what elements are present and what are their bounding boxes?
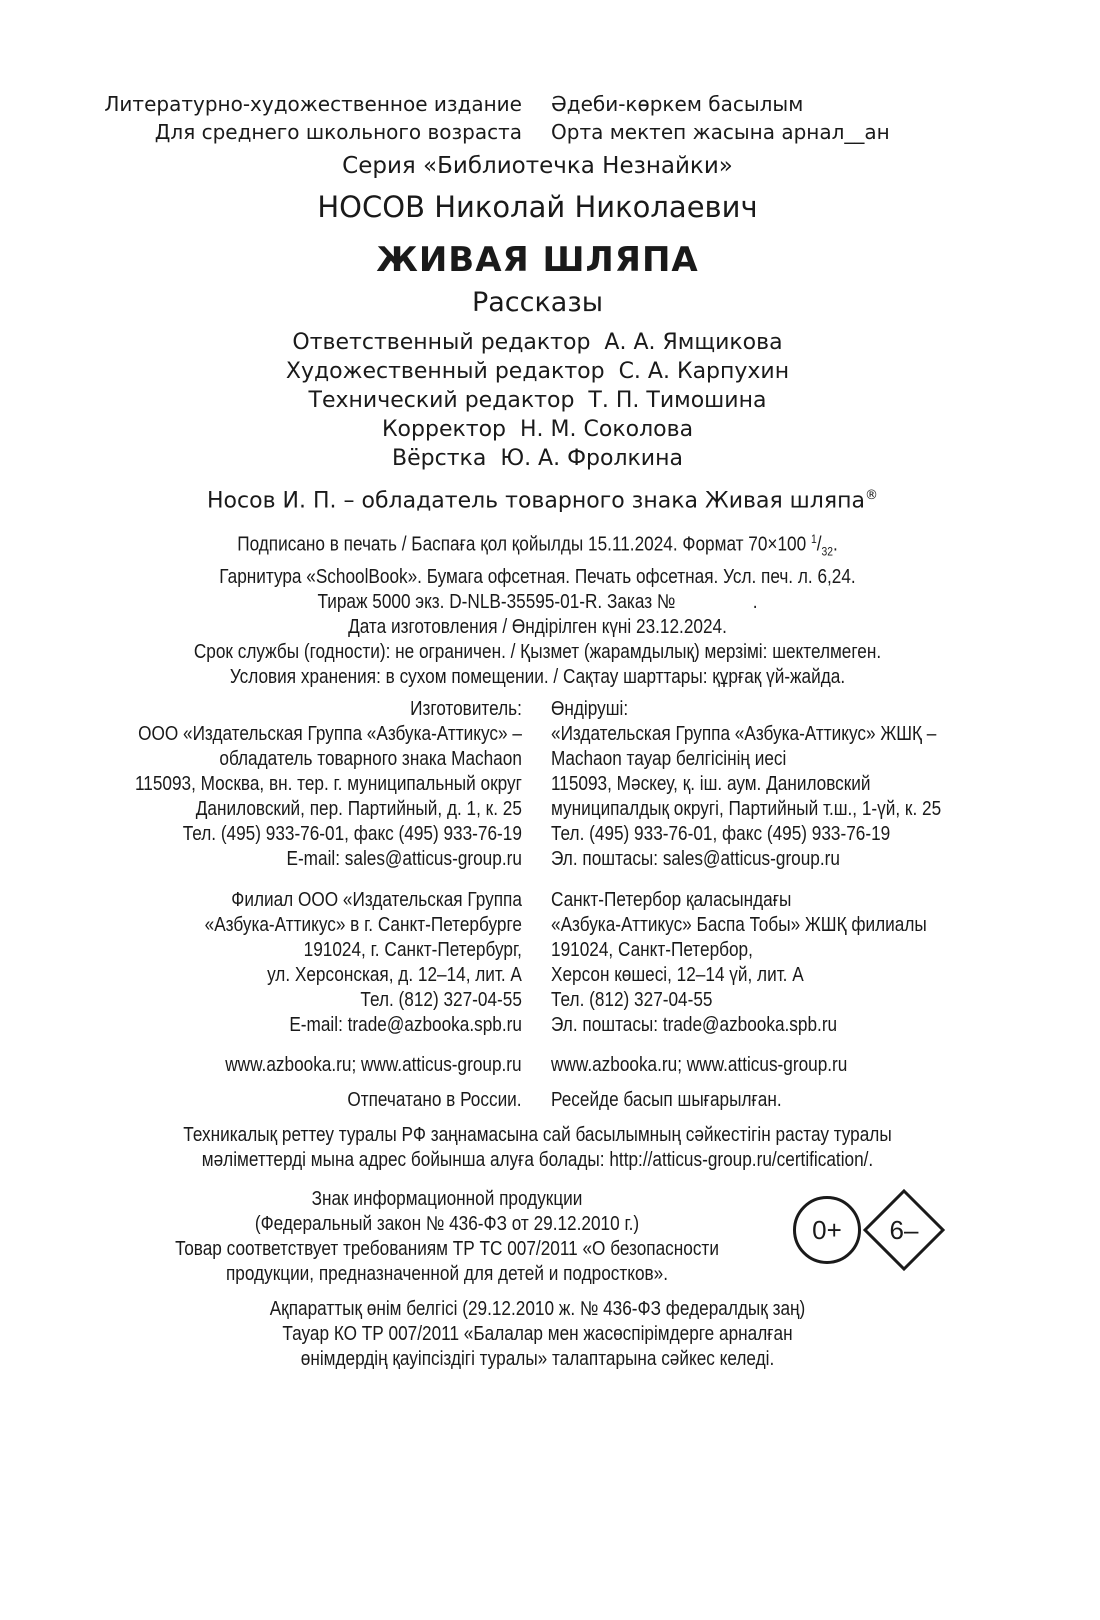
book-subtitle: Рассказы	[471, 287, 604, 318]
series-name: Серия «Библиотечка Незнайки»	[342, 153, 733, 179]
print-info-line: Подписано в печать / Баспаға қол қойылды 15.11.2024. Формат 70×100 $^1/_{32}$.	[237, 532, 838, 559]
credit-name: Н. М. Соколова	[520, 417, 694, 442]
website-links-ru[interactable]: www.azbooka.ru; www.atticus-group.ru	[225, 1054, 522, 1076]
age-rating-6-minus-icon: 6–	[862, 1188, 946, 1272]
age-group-kz: Орта мектеп жасына арнал__ан	[551, 120, 890, 144]
printed-in-kz: Ресейде басып шығарылған.	[551, 1089, 782, 1111]
credit-row	[0, 415, 1075, 444]
book-title: ЖИВАЯ ШЛЯПА	[376, 240, 699, 280]
website-links-kz[interactable]: www.azbooka.ru; www.atticus-group.ru	[551, 1054, 848, 1076]
author-name: НОСОВ Николай Николаевич	[317, 190, 758, 224]
credit-row	[0, 328, 1075, 357]
trademark-owner	[0, 488, 1085, 513]
age-rating-0-plus-icon: 0+	[793, 1196, 861, 1264]
age-group-ru: Для среднего школьного возраста	[154, 120, 522, 144]
print-info	[75, 527, 1000, 690]
print-info-line: Условия хранения: в сухом помещении. / Сақтау шарттары: құрғақ үй-жайда.	[229, 665, 846, 688]
credit-role: Вёрстка	[392, 446, 487, 471]
info-sign-kz: Ақпараттық өнім белгісі (29.12.2010 ж. № 436-ФЗ федералдық заң) Тауар КО ТР 007/2011 «Балалар мен жасөспірімдерге арналған өнімдердің қауіпсіздігі туралы» талаптарына сәйкес келеді.	[269, 1298, 806, 1370]
credit-row	[0, 357, 1075, 386]
print-info-line: Тираж 5000 экз. D-NLB-35595-01-R. Заказ № .	[317, 590, 758, 613]
edition-type-kz: Әдеби-көркем басылым	[551, 92, 804, 116]
credit-name: А. А. Ямщикова	[604, 330, 783, 355]
tech-regulation-note: Техникалық реттеу туралы РФ заңнамасына сай басылымның сәйкестігін растау туралы мәліметтерді мына адрес бойынша алуға болады: http://atticus-group.ru/certification/.	[183, 1124, 892, 1171]
credit-name: Т. П. Тимошина	[588, 388, 767, 413]
branch-ru: Филиал ООО «Издательская Группа «Азбука-Аттикус» в г. Санкт-Петербурге 191024, г. Санкт-Петербург, ул. Херсонская, д. 12–14, лит. А Тел. (812) 327-04-55 E-mail: trade@azbooka.spb.ru	[204, 889, 522, 1036]
format-numerator: 1	[810, 532, 817, 546]
branch-kz: Санкт-Петербор қаласындағы «Азбука-Аттикус» Баспа Тобы» ЖШҚ филиалы 191024, Санкт-Петербор, Херсон көшесі, 12–14 үй, лит. А Тел. (812) 327-04-55 Эл. поштасы: trade@azbooka.spb.ru	[551, 889, 927, 1036]
registered-mark-icon: ®	[864, 488, 878, 503]
format-denominator: 32	[821, 544, 833, 559]
credit-role: Корректор	[381, 417, 507, 442]
credit-name: С. А. Карпухин	[618, 359, 790, 384]
manufacturer-kz: Өндіруші: «Издательская Группа «Азбука-Аттикус» ЖШҚ – Machaon тауар белгісінің иесі 115093, Мәскеу, қ. іш. аум. Даниловский муниципалдық округі, Партийный т.ш., 1-үй, к. 25 Тел. (495) 933-76-01, факс (495) 933-76-19 Эл. поштасы: sales@atticus-group.ru	[551, 698, 942, 870]
print-info-line: Срок службы (годности): не ограничен. / Қызмет (жарамдылық) мерзімі: шектелмеген.	[193, 640, 882, 663]
print-info-line: Дата изготовления / Өндірілген күні 23.12.2024.	[348, 615, 727, 638]
credit-role: Технический редактор	[308, 388, 575, 413]
credit-role: Художественный редактор	[285, 359, 605, 384]
credit-role: Ответственный редактор	[292, 330, 591, 355]
info-sign-ru: Знак информационной продукции (Федеральный закон № 436-ФЗ от 29.12.2010 г.) Товар соответствует требованиям ТР ТС 007/2011 «О безопасности продукции, предназначенной для детей и подростков».	[175, 1188, 719, 1285]
edition-type-ru: Литературно-художественное издание	[104, 92, 522, 116]
printed-in-ru: Отпечатано в России.	[347, 1089, 522, 1111]
credit-row	[0, 444, 1075, 473]
credit-name: Ю. А. Фролкина	[500, 446, 683, 471]
trademark-text: Носов И. П. – обладатель товарного знака Живая шляпа	[207, 488, 865, 514]
print-info-line: Гарнитура «SchoolBook». Бумага офсетная. Печать офсетная. Усл. печ. л. 6,24.	[219, 565, 856, 588]
credits-list	[0, 328, 1075, 473]
credit-row	[0, 386, 1075, 415]
manufacturer-ru: Изготовитель: ООО «Издательская Группа «Азбука-Аттикус» – обладатель товарного знака Machaon 115093, Москва, вн. тер. г. муниципальный округ Даниловский, пер. Партийный, д. 1, к. 25 Тел. (495) 933-76-01, факс (495) 933-76-19 E-mail: sales@atticus-group.ru	[135, 698, 522, 870]
